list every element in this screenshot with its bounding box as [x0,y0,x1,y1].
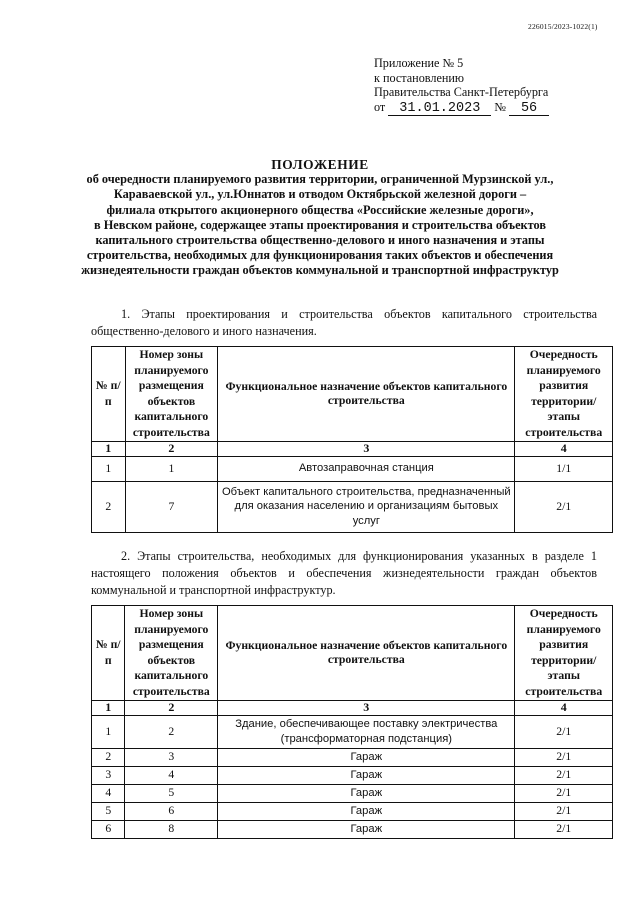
table-row [92,481,613,532]
row-number: 5 [92,802,125,820]
row-purpose: Гараж [218,802,515,820]
table-row [92,784,613,802]
table-row [92,715,613,748]
header-number: № п/п [92,606,125,701]
row-purpose: Гараж [218,766,515,784]
resolution-number: 56 [509,102,549,116]
header-purpose: Функциональное назначение объектов капитального строительства [218,347,515,442]
row-zone: 5 [125,784,218,802]
title-line: жизнедеятельности граждан объектов коммунальной и транспортной инфраструктур [81,263,559,278]
table-row [92,456,613,481]
row-zone: 8 [125,820,218,838]
document-title [80,157,560,279]
table-row [92,748,613,766]
row-stage: 2/1 [515,802,613,820]
row-number: 1 [92,456,126,481]
column-numbering-row [92,441,613,456]
title-line: в Невском районе, содержащее этапы проектирования и строительства объектов [94,217,546,232]
header-number: № п/п [92,347,126,442]
column-number: 3 [218,700,515,715]
resolution-date: 31.01.2023 [388,102,491,116]
column-number: 1 [92,441,126,456]
row-zone: 3 [125,748,218,766]
table-1 [91,346,613,533]
row-number: 2 [92,748,125,766]
row-number: 3 [92,766,125,784]
annex-line-2: к постановлению [374,70,465,85]
row-number: 6 [92,820,125,838]
row-stage: 2/1 [515,481,613,532]
row-stage: 2/1 [515,715,613,748]
header-zone: Номер зоны планируемого размещения объектов капитального строительства [125,606,218,701]
date-prefix: от [374,99,386,114]
row-stage: 2/1 [515,820,613,838]
annex-date-line [374,100,549,116]
table-row [92,802,613,820]
header-zone: Номер зоны планируемого размещения объектов капитального строительства [125,347,218,442]
table-2 [91,605,613,839]
row-stage: 2/1 [515,766,613,784]
column-number: 1 [92,700,125,715]
row-zone: 7 [125,481,218,532]
column-number: 2 [125,700,218,715]
row-stage: 1/1 [515,456,613,481]
column-number: 2 [125,441,218,456]
title-line: об очередности планируемого развития территории, ограниченной Мурзинской ул., [86,172,554,187]
title-line: капитального строительства общественно-делового и иного назначения и этапы [95,233,545,248]
document-registration-number: 226015/2023-1022(1) [528,22,598,31]
title-line: филиала открытого акционерного общества «Российские железные дороги», [106,202,534,217]
annex-line-3: Правительства Санкт-Петербурга [374,85,549,100]
table-row [92,820,613,838]
column-numbering-row [92,700,613,715]
title-heading: ПОЛОЖЕНИЕ [271,157,369,172]
row-purpose: Объект капитального строительства, предназначенный для оказания населению и организациям бытовых услуг [218,481,515,532]
row-purpose: Гараж [218,820,515,838]
column-number: 3 [218,441,515,456]
row-purpose: Автозаправочная станция [218,456,515,481]
column-number: 4 [515,441,613,456]
row-number: 1 [92,715,125,748]
section-2-text: 2. Этапы строительства, необходимых для функционирования указанных в разделе 1 настоящего положения объектов и обеспечения жизнедеятельности граждан объектов коммунальной и транспортной инфраструктур. [91,549,597,597]
title-line: строительства, необходимых для функционирования таких объектов и обеспечения [86,248,554,263]
number-prefix: № [494,99,506,114]
section-1-text: 1. Этапы проектирования и строительства объектов капитального строительства общественно-делового и иного назначения. [91,307,597,338]
header-purpose: Функциональное назначение объектов капитального строительства [218,606,515,701]
row-zone: 4 [125,766,218,784]
row-purpose: Гараж [218,784,515,802]
row-number: 2 [92,481,126,532]
annex-line-1: Приложение № 5 [374,56,464,70]
table-header-row [92,606,613,701]
row-zone: 1 [125,456,218,481]
table-row [92,766,613,784]
row-purpose: Здание, обеспечивающее поставку электричества (трансформаторная подстанция) [218,715,515,748]
annex-block [374,56,549,116]
header-stage: Очередность планируемого развития территории/ этапы строительства [515,347,613,442]
row-zone: 2 [125,715,218,748]
header-stage: Очередность планируемого развития территории/ этапы строительства [515,606,613,701]
row-zone: 6 [125,802,218,820]
row-number: 4 [92,784,125,802]
column-number: 4 [515,700,613,715]
table-header-row [92,347,613,442]
title-line: Караваевской ул., ул.Юннатов и отводом Октябрьской железной дороги – [113,187,527,202]
row-stage: 2/1 [515,784,613,802]
row-stage: 2/1 [515,748,613,766]
row-purpose: Гараж [218,748,515,766]
